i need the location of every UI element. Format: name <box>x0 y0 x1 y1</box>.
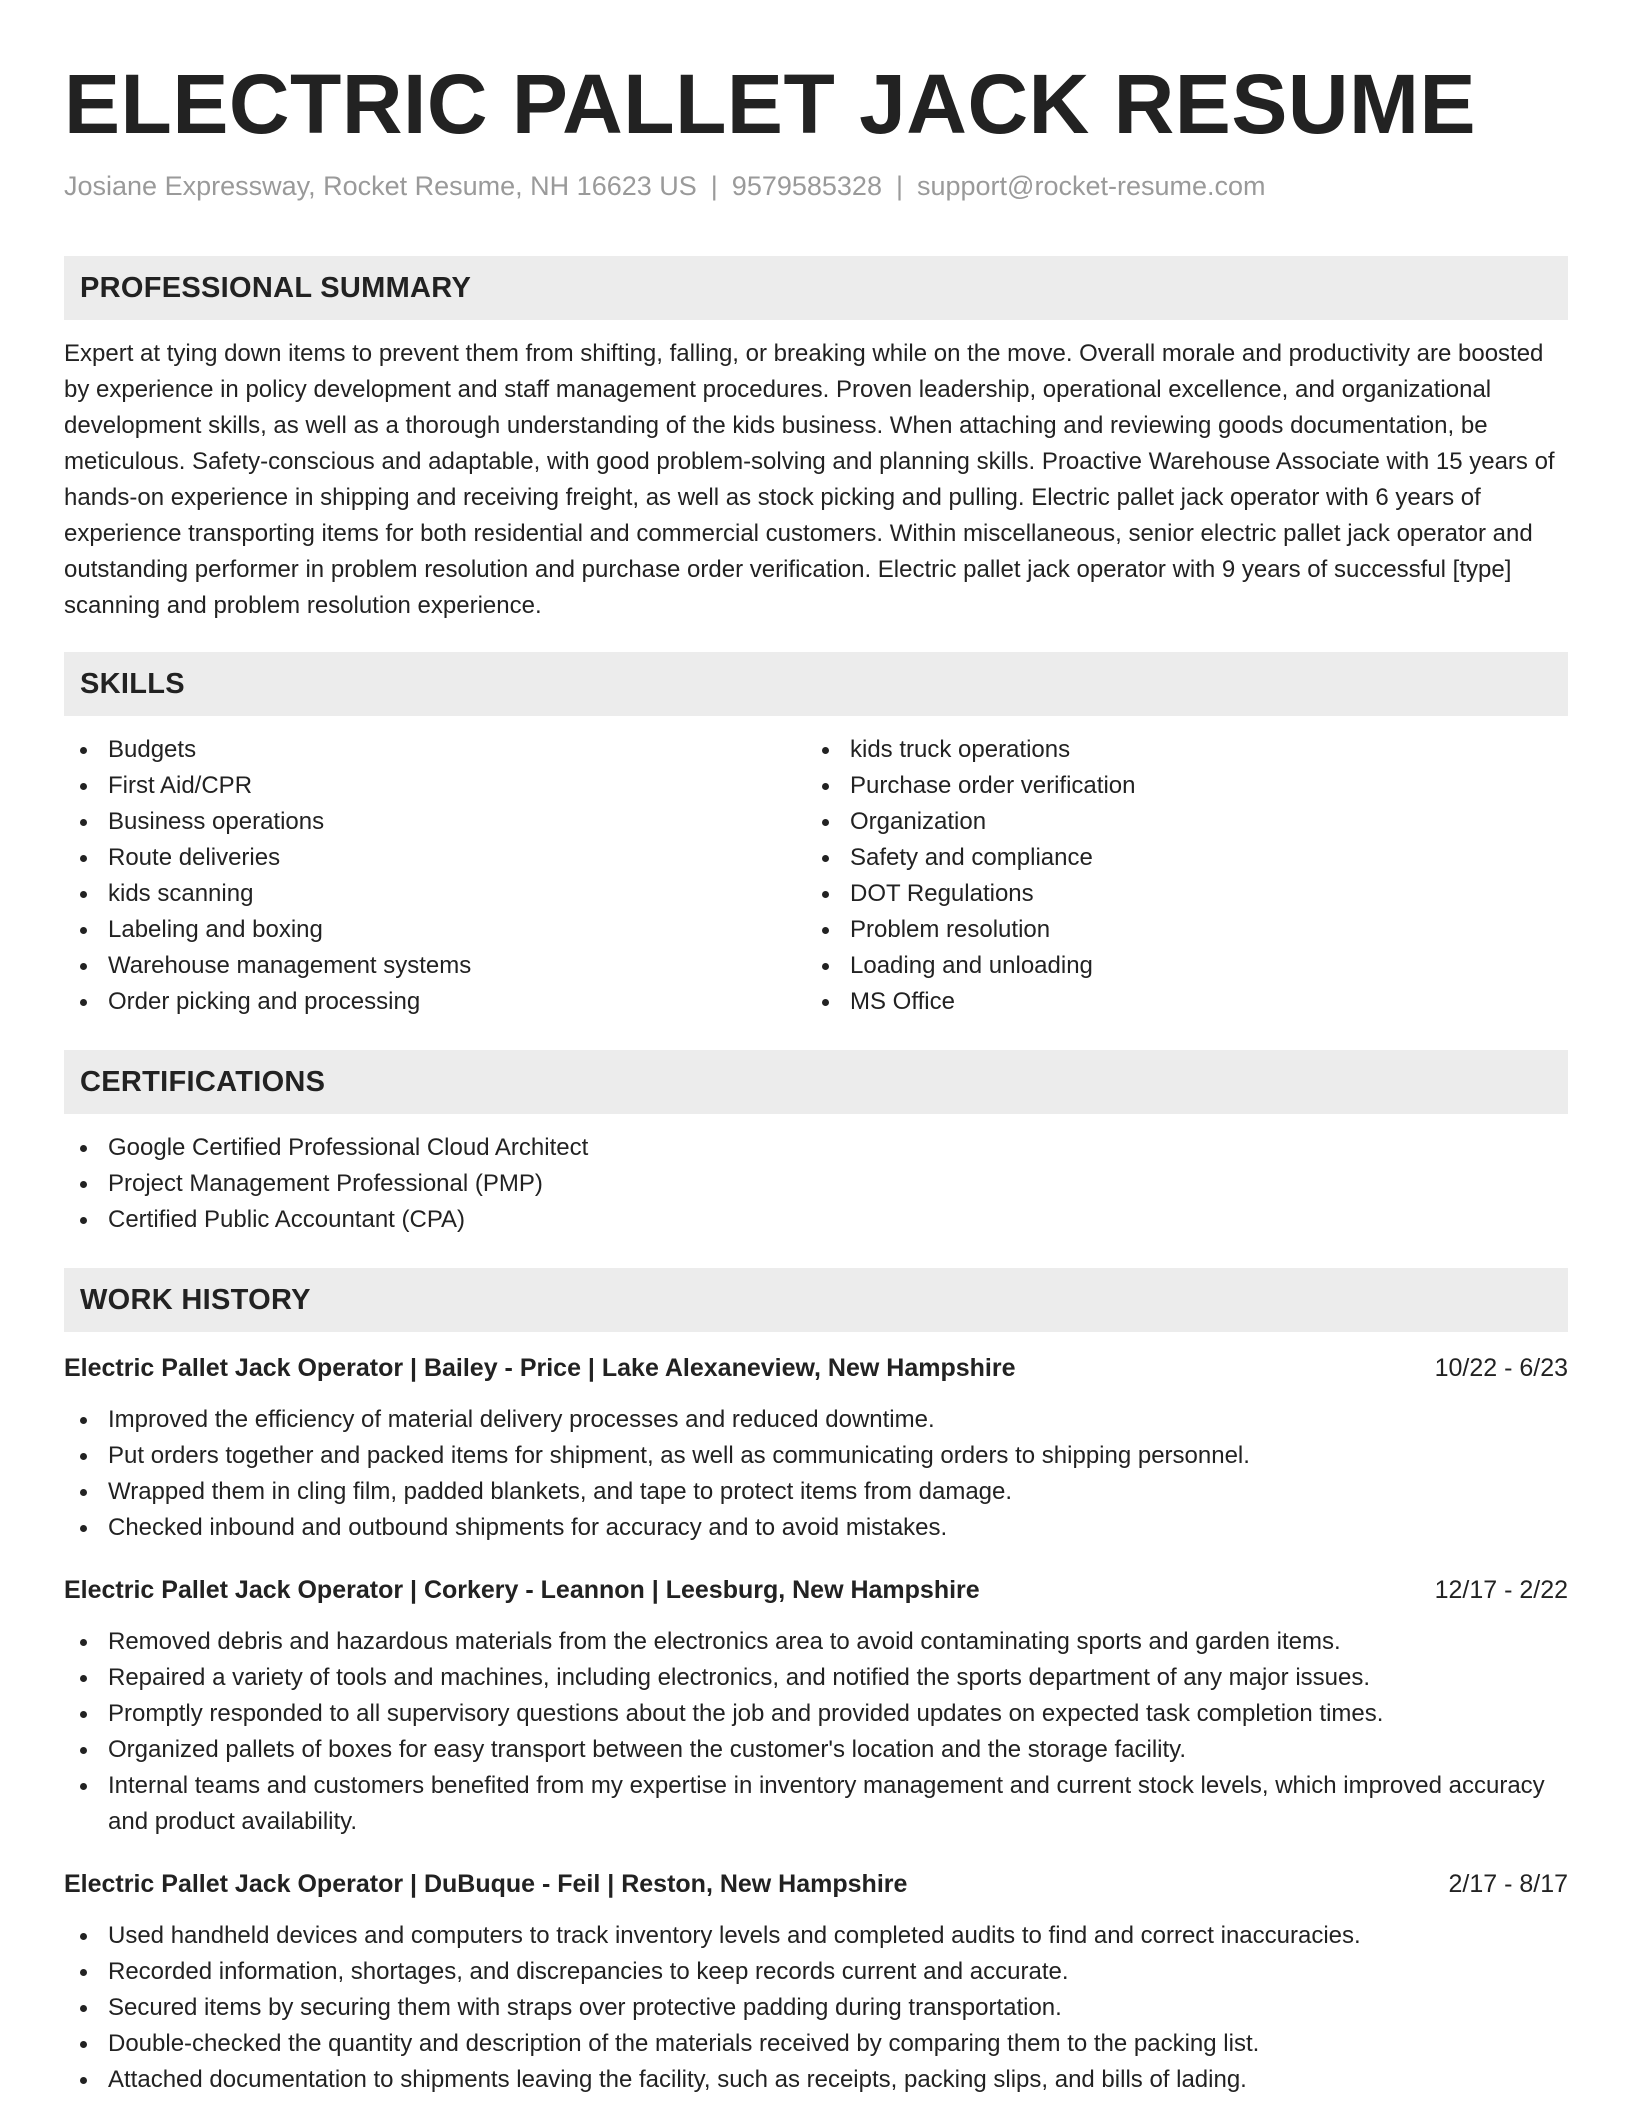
job-bullet: Secured items by securing them with straps over protective padding during transportation. <box>64 1990 1568 2026</box>
job-dates: 2/17 - 8/17 <box>1448 1870 1568 1898</box>
job-bullet: Checked inbound and outbound shipments for accuracy and to avoid mistakes. <box>64 1510 1568 1546</box>
certification-list <box>64 1130 1568 1238</box>
job-entry <box>64 1350 1568 1546</box>
skill-item: kids scanning <box>64 876 806 912</box>
section-header-skills: SKILLS <box>64 652 1568 716</box>
skill-item: Organization <box>806 804 1548 840</box>
job-bullet: Organized pallets of boxes for easy transport between the customer's location and the storage facility. <box>64 1732 1568 1768</box>
contact-phone: 9579585328 <box>731 171 882 201</box>
skill-item: Route deliveries <box>64 840 806 876</box>
skill-item: Labeling and boxing <box>64 912 806 948</box>
job-bullet: Repaired a variety of tools and machines, including electronics, and notified the sports department of any major issues. <box>64 1660 1568 1696</box>
job-bullet: Recorded information, shortages, and discrepancies to keep records current and accurate. <box>64 1954 1568 1990</box>
skill-item: DOT Regulations <box>806 876 1548 912</box>
job-bullet: Put orders together and packed items for shipment, as well as communicating orders to shipping personnel. <box>64 1438 1568 1474</box>
skill-item: Safety and compliance <box>806 840 1548 876</box>
job-bullet: Used handheld devices and computers to track inventory levels and completed audits to find and correct inaccuracies. <box>64 1918 1568 1954</box>
section-header-certifications: CERTIFICATIONS <box>64 1050 1568 1114</box>
job-bullet: Improved the efficiency of material delivery processes and reduced downtime. <box>64 1402 1568 1438</box>
job-bullet: Promptly responded to all supervisory questions about the job and provided updates on expected task completion times. <box>64 1696 1568 1732</box>
certification-item: Project Management Professional (PMP) <box>64 1166 1568 1202</box>
skill-item: Business operations <box>64 804 806 840</box>
skill-item: Budgets <box>64 732 806 768</box>
job-dates: 12/17 - 2/22 <box>1434 1576 1568 1604</box>
section-header-summary: PROFESSIONAL SUMMARY <box>64 256 1568 320</box>
job-bullets <box>64 1402 1568 1546</box>
resume-page <box>64 56 1568 2098</box>
skill-item: Order picking and processing <box>64 984 806 1020</box>
job-title: Electric Pallet Jack Operator | Corkery - Leannon | Leesburg, New Hampshire <box>64 1576 980 1604</box>
skill-item: MS Office <box>806 984 1548 1020</box>
job-bullet: Attached documentation to shipments leaving the facility, such as receipts, packing slips, and bills of lading. <box>64 2062 1568 2098</box>
contact-email: support@rocket-resume.com <box>916 171 1266 201</box>
certification-item: Certified Public Accountant (CPA) <box>64 1202 1568 1238</box>
job-bullet: Double-checked the quantity and description of the materials received by comparing them to the packing list. <box>64 2026 1568 2062</box>
section-header-work-history: WORK HISTORY <box>64 1268 1568 1332</box>
job-bullets <box>64 1918 1568 2098</box>
job-header <box>64 1350 1568 1386</box>
skill-item: Problem resolution <box>806 912 1548 948</box>
job-entry <box>64 1572 1568 1840</box>
job-entry <box>64 1866 1568 2098</box>
certification-item: Google Certified Professional Cloud Architect <box>64 1130 1568 1166</box>
job-title: Electric Pallet Jack Operator | DuBuque - Feil | Reston, New Hampshire <box>64 1870 908 1898</box>
job-bullets <box>64 1624 1568 1840</box>
contact-address: Josiane Expressway, Rocket Resume, NH 16623 US <box>64 171 697 201</box>
job-bullet: Wrapped them in cling film, padded blankets, and tape to protect items from damage. <box>64 1474 1568 1510</box>
skill-item: Purchase order verification <box>806 768 1548 804</box>
job-header <box>64 1572 1568 1608</box>
job-bullet: Removed debris and hazardous materials from the electronics area to avoid contaminating sports and garden items. <box>64 1624 1568 1660</box>
skill-item: Warehouse management systems <box>64 948 806 984</box>
contact-separator: | <box>895 171 903 201</box>
resume-title: ELECTRIC PALLET JACK RESUME <box>64 57 1477 151</box>
job-dates: 10/22 - 6/23 <box>1434 1354 1568 1382</box>
contact-line <box>64 168 1568 204</box>
summary-text: Expert at tying down items to prevent them from shifting, falling, or breaking while on the move. Overall morale and productivity are boosted by experience in policy development and staff management procedures. Proven leadership, operational excellence, and organizational development skills, as well as a thorough understanding of the kids business. When attaching and reviewing goods documentation, be meticulous. Safety-conscious and adaptable, with good problem-solving and planning skills. Proactive Warehouse Associate with 15 years of hands-on experience in shipping and receiving freight, as well as stock picking and pulling. Electric pallet jack operator with 6 years of experience transporting items for both residential and commercial customers. Within miscellaneous, senior electric pallet jack operator and outstanding performer in problem resolution and purchase order verification. Electric pallet jack operator with 9 years of successful [type] scanning and problem resolution experience. <box>64 340 1555 619</box>
contact-separator: | <box>710 171 718 201</box>
job-bullet: Internal teams and customers benefited from my expertise in inventory management and current stock levels, which improved accuracy and product availability. <box>64 1768 1568 1840</box>
skill-item: kids truck operations <box>806 732 1548 768</box>
skills-column-right <box>806 732 1548 1020</box>
job-title: Electric Pallet Jack Operator | Bailey - Price | Lake Alexaneview, New Hampshire <box>64 1354 1016 1382</box>
skill-item: Loading and unloading <box>806 948 1548 984</box>
skill-item: First Aid/CPR <box>64 768 806 804</box>
skills-column-left <box>64 732 806 1020</box>
job-header <box>64 1866 1568 1902</box>
skills-grid <box>64 732 1568 1020</box>
